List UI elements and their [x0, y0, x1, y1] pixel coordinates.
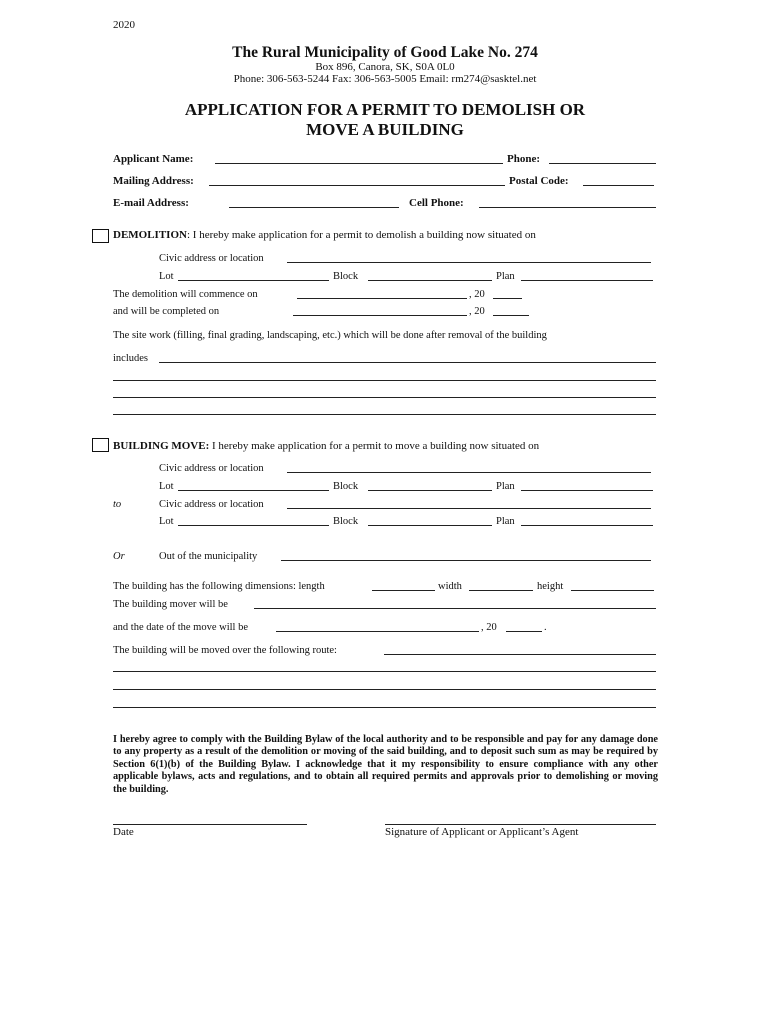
demolition-commence-date-field[interactable] — [297, 298, 467, 299]
move-to-civic-field[interactable] — [287, 508, 651, 509]
dimensions-label: The building has the following dimensions: length — [113, 581, 325, 592]
applicant-name-field[interactable] — [215, 163, 503, 164]
building-move-checkbox[interactable] — [92, 438, 109, 452]
or-label: Or — [113, 551, 125, 562]
mover-field[interactable] — [254, 608, 656, 609]
demolition-complete-year-prefix: , 20 — [469, 306, 485, 317]
signature-label: Signature of Applicant or Applicant’s Agent — [385, 826, 579, 838]
year: 2020 — [113, 19, 135, 31]
building-move-text: I hereby make application for a permit to move a building now situated on — [212, 440, 540, 452]
move-from-civic-field[interactable] — [287, 472, 651, 473]
signature-field[interactable] — [385, 824, 656, 825]
move-to-block-field[interactable] — [368, 525, 492, 526]
move-from-lot-label: Lot — [159, 481, 174, 492]
demolition-plan-field[interactable] — [521, 280, 653, 281]
move-to-label: to — [113, 499, 122, 510]
move-from-lot-field[interactable] — [178, 490, 329, 491]
date-field[interactable] — [113, 824, 307, 825]
cell-phone-label: Cell Phone: — [409, 197, 464, 209]
includes-field-line-4[interactable] — [113, 414, 656, 415]
move-to-lot-label: Lot — [159, 516, 174, 527]
demolition-civic-field[interactable] — [287, 262, 651, 263]
includes-label: includes — [113, 353, 148, 364]
site-work-text: The site work (filling, final grading, landscaping, etc.) which will be done after removal of the building — [113, 330, 547, 341]
includes-field-line-3[interactable] — [113, 397, 656, 398]
postal-code-label: Postal Code: — [509, 175, 569, 187]
move-year-prefix: , 20 — [481, 622, 497, 633]
demolition-heading: DEMOLITION — [113, 229, 187, 241]
move-from-block-field[interactable] — [368, 490, 492, 491]
move-to-plan-label: Plan — [496, 516, 515, 527]
demolition-lot-field[interactable] — [178, 280, 329, 281]
height-label: height — [537, 581, 564, 592]
move-to-lot-field[interactable] — [178, 525, 329, 526]
demolition-commence-year-prefix: , 20 — [469, 289, 485, 300]
move-year-field[interactable] — [506, 631, 542, 632]
demolition-checkbox[interactable] — [92, 229, 109, 243]
includes-field-line-2[interactable] — [113, 380, 656, 381]
route-field-line-2[interactable] — [113, 671, 656, 672]
length-field[interactable] — [372, 590, 435, 591]
mailing-address-field[interactable] — [209, 185, 505, 186]
demolition-civic-label: Civic address or location — [159, 253, 264, 264]
phone-label: Phone: — [507, 153, 540, 165]
org-name: The Rural Municipality of Good Lake No. 274 — [232, 44, 538, 61]
move-from-block-label: Block — [333, 481, 359, 492]
demolition-block-label: Block — [333, 271, 359, 282]
email-field[interactable] — [229, 207, 399, 208]
mailing-address-label: Mailing Address: — [113, 175, 194, 187]
org-address: Box 896, Canora, SK, S0A 0L0 — [315, 61, 455, 73]
width-label: width — [438, 581, 462, 592]
phone-field[interactable] — [549, 163, 656, 164]
building-move-heading: BUILDING MOVE: — [113, 440, 210, 452]
applicant-name-label: Applicant Name: — [113, 153, 194, 165]
out-of-municipality-field[interactable] — [281, 560, 651, 561]
move-date-period: . — [544, 622, 547, 633]
move-from-civic-label: Civic address or location — [159, 463, 264, 474]
email-label: E-mail Address: — [113, 197, 189, 209]
route-label: The building will be moved over the following route: — [113, 645, 337, 656]
demolition-block-field[interactable] — [368, 280, 492, 281]
agreement-text: I hereby agree to comply with the Building Bylaw of the local authority and to be responsible and pay for any damage done to any property as a result of the demolition or moving of the said building, and to deposit such sum as may be required by Section 6(1)(b) of the Building Bylaw. I acknowledge that it my responsibility to ensure compliance with any other applicable bylaws, acts and regulations, and to obtain all required permits and approvals prior to demolishing or moving the building. — [113, 734, 658, 795]
move-from-plan-label: Plan — [496, 481, 515, 492]
route-field-line-1[interactable] — [384, 654, 656, 655]
demolition-heading-row — [113, 229, 536, 241]
demolition-complete-date-field[interactable] — [293, 315, 467, 316]
move-to-block-label: Block — [333, 516, 359, 527]
width-field[interactable] — [469, 590, 533, 591]
page-title: APPLICATION FOR A PERMIT TO DEMOLISH OR — [184, 100, 586, 119]
demolition-complete-year-field[interactable] — [493, 315, 529, 316]
demolition-text: : I hereby make application for a permit to demolish a building now situated on — [186, 229, 536, 241]
demolition-commence-label: The demolition will commence on — [113, 289, 258, 300]
demolition-complete-label: and will be completed on — [113, 306, 220, 317]
demolition-commence-year-field[interactable] — [493, 298, 522, 299]
page-title-line2: MOVE A BUILDING — [306, 120, 464, 139]
mover-label: The building mover will be — [113, 599, 228, 610]
building-move-heading-row — [113, 440, 539, 452]
demolition-plan-label: Plan — [496, 271, 515, 282]
move-date-label: and the date of the move will be — [113, 622, 248, 633]
date-label: Date — [113, 826, 134, 838]
route-field-line-4[interactable] — [113, 707, 656, 708]
move-to-civic-label: Civic address or location — [159, 499, 264, 510]
out-of-municipality-label: Out of the municipality — [159, 551, 258, 562]
postal-code-field[interactable] — [583, 185, 654, 186]
route-field-line-3[interactable] — [113, 689, 656, 690]
includes-field-line-1[interactable] — [159, 362, 656, 363]
move-to-plan-field[interactable] — [521, 525, 653, 526]
demolition-lot-label: Lot — [159, 271, 174, 282]
cell-phone-field[interactable] — [479, 207, 656, 208]
move-date-field[interactable] — [276, 631, 479, 632]
org-contact: Phone: 306-563-5244 Fax: 306-563-5005 Email: rm274@sasktel.net — [233, 73, 537, 85]
height-field[interactable] — [571, 590, 654, 591]
move-from-plan-field[interactable] — [521, 490, 653, 491]
